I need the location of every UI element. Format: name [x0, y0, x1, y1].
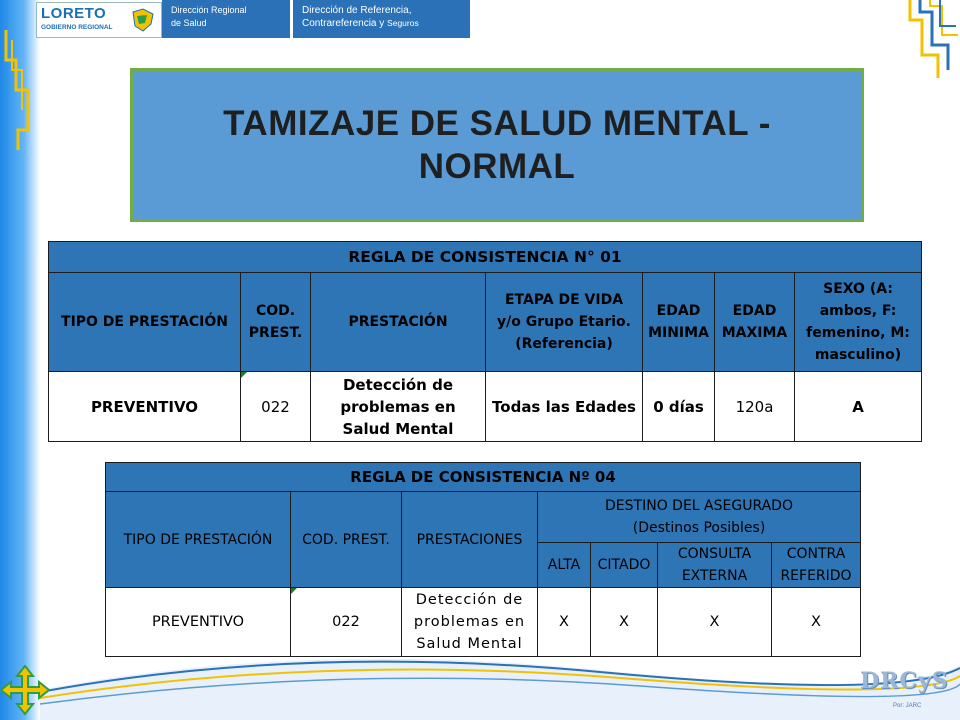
table2-header-destino: DESTINO DEL ASEGURADO (Destinos Posibles) [538, 492, 861, 543]
table-row [49, 372, 922, 442]
logo-title: LORETO [41, 5, 107, 22]
rule-table-01 [48, 241, 922, 442]
header-cell1-line1: Dirección Regional [171, 5, 247, 15]
table2-header-citado: CITADO [591, 543, 658, 588]
table1-cell-edad-min: 0 días [643, 372, 715, 442]
table2-cell-cod: 022 [291, 588, 402, 657]
table1-header-cod: COD. PREST. [241, 273, 311, 372]
header-cell-direccion-referencia [293, 0, 470, 38]
table2-cell-contra: X [772, 588, 861, 657]
table1-header-edad-max: EDAD MAXIMA [715, 273, 795, 372]
slide-title: TAMIZAJE DE SALUD MENTAL - NORMAL [223, 104, 771, 186]
navigation-arrows-icon[interactable] [0, 660, 50, 720]
table1-header-tipo: TIPO DE PRESTACIÓN [49, 273, 241, 372]
author-credit: Por: JARC [893, 703, 922, 709]
table1-header-etapa: ETAPA DE VIDA y/o Grupo Etario. (Referencia) [486, 273, 643, 372]
table2-header-cod: COD. PREST. [291, 492, 402, 588]
table2-header-prestaciones: PRESTACIONES [402, 492, 538, 588]
table2-cell-prestaciones: Detección de problemas en Salud Mental [402, 588, 538, 657]
table2-cell-citado: X [591, 588, 658, 657]
table2-header-consulta: CONSULTA EXTERNA [658, 543, 772, 588]
table2-cell-alta: X [538, 588, 591, 657]
drcys-brand: DRCyS [860, 668, 949, 694]
table2-header-contra: CONTRA REFERIDO [772, 543, 861, 588]
table1-cell-prestacion: Detección de problemas en Salud Mental [311, 372, 486, 442]
table2-header-alta: ALTA [538, 543, 591, 588]
table1-cell-tipo: PREVENTIVO [49, 372, 241, 442]
table2-cell-consulta: X [658, 588, 772, 657]
table1-header-edad-min: EDAD MINIMA [643, 273, 715, 372]
header-cell1-line2: de Salud [171, 18, 207, 28]
logo-subtitle: GOBIERNO REGIONAL [41, 24, 113, 31]
header-cell2-line2b: Seguros [387, 18, 419, 28]
header-cell2-line1: Dirección de Referencia, [302, 5, 412, 16]
header-cell-direccion-regional [162, 0, 290, 38]
left-decoration [0, 0, 40, 720]
table1-cell-edad-max: 120a [715, 372, 795, 442]
table1-cell-sexo: A [795, 372, 922, 442]
table1-header-sexo: SEXO (A: ambos, F: femenino, M: masculino) [795, 273, 922, 372]
table-row [106, 588, 861, 657]
rule-table-04 [105, 462, 861, 657]
table2-header-tipo: TIPO DE PRESTACIÓN [106, 492, 291, 588]
bottom-decoration [0, 650, 960, 720]
top-header [0, 0, 470, 38]
table1-cell-cod: 022 [241, 372, 311, 442]
table2-title: REGLA DE CONSISTENCIA Nº 04 [106, 463, 861, 492]
slide-title-box [130, 68, 864, 222]
map-icon [129, 6, 157, 34]
table1-title: REGLA DE CONSISTENCIA N° 01 [49, 242, 922, 273]
right-decoration [900, 0, 960, 80]
loreto-logo [36, 2, 162, 38]
table2-cell-tipo: PREVENTIVO [106, 588, 291, 657]
header-cell2-line2: Contrareferencia y [302, 18, 385, 29]
table1-cell-etapa: Todas las Edades [486, 372, 643, 442]
table1-header-prestacion: PRESTACIÓN [311, 273, 486, 372]
